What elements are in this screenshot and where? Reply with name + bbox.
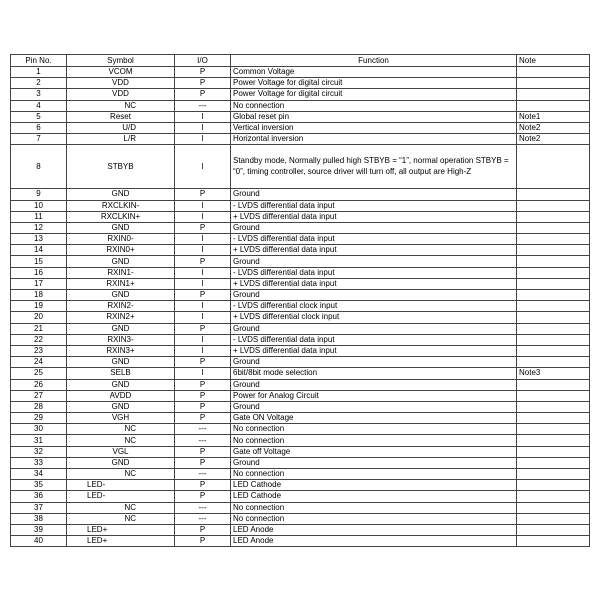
symbol-cell: GND xyxy=(67,357,175,368)
table-row xyxy=(11,424,590,435)
table-row xyxy=(11,89,590,100)
symbol-cell: VDD xyxy=(67,78,175,89)
io-cell: --- xyxy=(175,424,231,435)
note-cell xyxy=(517,357,590,368)
pin-number-cell: 28 xyxy=(11,401,67,412)
pin-number-cell: 22 xyxy=(11,334,67,345)
function-cell: LED Anode xyxy=(231,536,517,547)
io-cell: P xyxy=(175,457,231,468)
symbol-cell: SELB xyxy=(67,368,175,379)
function-cell: + LVDS differential data input xyxy=(231,245,517,256)
note-cell xyxy=(517,200,590,211)
io-cell: P xyxy=(175,480,231,491)
function-cell: - LVDS differential data input xyxy=(231,334,517,345)
table-row xyxy=(11,491,590,502)
table-row xyxy=(11,513,590,524)
table-row xyxy=(11,390,590,401)
pin-number-cell: 38 xyxy=(11,513,67,524)
pin-number-cell: 13 xyxy=(11,234,67,245)
io-cell: I xyxy=(175,111,231,122)
note-cell xyxy=(517,67,590,78)
io-cell: I xyxy=(175,301,231,312)
note-cell xyxy=(517,390,590,401)
symbol-cell: VGH xyxy=(67,413,175,424)
pin-number-cell: 20 xyxy=(11,312,67,323)
function-cell: Common Voltage xyxy=(231,67,517,78)
io-cell: --- xyxy=(175,435,231,446)
table-row xyxy=(11,524,590,535)
io-cell: I xyxy=(175,278,231,289)
table-row xyxy=(11,301,590,312)
function-cell: + LVDS differential clock input xyxy=(231,312,517,323)
symbol-cell: VGL xyxy=(67,446,175,457)
table-row xyxy=(11,234,590,245)
function-cell: Gate ON Voltage xyxy=(231,413,517,424)
pin-number-cell: 15 xyxy=(11,256,67,267)
function-cell: - LVDS differential data input xyxy=(231,234,517,245)
io-cell: I xyxy=(175,145,231,189)
note-cell xyxy=(517,435,590,446)
symbol-cell: RXCLKIN+ xyxy=(67,211,175,222)
io-cell: P xyxy=(175,379,231,390)
pin-number-cell: 29 xyxy=(11,413,67,424)
io-cell: --- xyxy=(175,513,231,524)
pin-number-cell: 16 xyxy=(11,267,67,278)
table-row xyxy=(11,222,590,233)
symbol-cell: NC xyxy=(67,513,175,524)
symbol-cell: RXIN1- xyxy=(67,267,175,278)
symbol-cell: LED- xyxy=(67,480,175,491)
function-cell: Standby mode, Normally pulled high STBYB = “1”, normal operation STBYB = “0”, timing controller, source driver will turn off, all output are High-Z xyxy=(231,145,517,189)
io-cell: I xyxy=(175,245,231,256)
pin-number-cell: 30 xyxy=(11,424,67,435)
io-cell: I xyxy=(175,312,231,323)
function-cell: No connection xyxy=(231,469,517,480)
note-cell xyxy=(517,100,590,111)
table-row xyxy=(11,536,590,547)
note-cell: Note2 xyxy=(517,134,590,145)
io-cell: P xyxy=(175,536,231,547)
io-cell: I xyxy=(175,345,231,356)
header-symbol: Symbol xyxy=(67,55,175,67)
pin-number-cell: 40 xyxy=(11,536,67,547)
function-cell: Power for Analog Circuit xyxy=(231,390,517,401)
pin-number-cell: 21 xyxy=(11,323,67,334)
table-row xyxy=(11,78,590,89)
pin-number-cell: 25 xyxy=(11,368,67,379)
pin-number-cell: 10 xyxy=(11,200,67,211)
symbol-cell: NC xyxy=(67,100,175,111)
io-cell: P xyxy=(175,67,231,78)
symbol-cell: RXIN2+ xyxy=(67,312,175,323)
table-row xyxy=(11,469,590,480)
symbol-cell: NC xyxy=(67,469,175,480)
pin-number-cell: 36 xyxy=(11,491,67,502)
function-cell: LED Cathode xyxy=(231,491,517,502)
symbol-cell: RXIN2- xyxy=(67,301,175,312)
header-pin-no: Pin No. xyxy=(11,55,67,67)
note-cell xyxy=(517,267,590,278)
symbol-cell: NC xyxy=(67,435,175,446)
function-cell: - LVDS differential clock input xyxy=(231,301,517,312)
symbol-cell: RXIN0- xyxy=(67,234,175,245)
function-cell: Ground xyxy=(231,290,517,301)
function-cell: Power Voltage for digital circuit xyxy=(231,89,517,100)
symbol-cell: LED+ xyxy=(67,536,175,547)
note-cell xyxy=(517,245,590,256)
symbol-cell: Reset xyxy=(67,111,175,122)
io-cell: P xyxy=(175,290,231,301)
function-cell: No connection xyxy=(231,424,517,435)
pin-number-cell: 37 xyxy=(11,502,67,513)
header-note: Note xyxy=(517,55,590,67)
note-cell: Note2 xyxy=(517,122,590,133)
function-cell: Horizontal inversion xyxy=(231,134,517,145)
io-cell: P xyxy=(175,256,231,267)
io-cell: I xyxy=(175,122,231,133)
symbol-cell: GND xyxy=(67,457,175,468)
pin-number-cell: 2 xyxy=(11,78,67,89)
io-cell: P xyxy=(175,323,231,334)
function-cell: No connection xyxy=(231,513,517,524)
function-cell: Ground xyxy=(231,323,517,334)
function-cell: 6bit/8bit mode selection xyxy=(231,368,517,379)
note-cell xyxy=(517,89,590,100)
symbol-cell: VCOM xyxy=(67,67,175,78)
function-cell: Gate off Voltage xyxy=(231,446,517,457)
function-cell: No connection xyxy=(231,502,517,513)
table-row xyxy=(11,290,590,301)
note-cell xyxy=(517,457,590,468)
io-cell: P xyxy=(175,390,231,401)
table-row xyxy=(11,357,590,368)
note-cell xyxy=(517,502,590,513)
pin-number-cell: 11 xyxy=(11,211,67,222)
table-row xyxy=(11,457,590,468)
function-cell: + LVDS differential data input xyxy=(231,345,517,356)
symbol-cell: LED+ xyxy=(67,524,175,535)
io-cell: I xyxy=(175,368,231,379)
table-row xyxy=(11,245,590,256)
function-cell: Vertical inversion xyxy=(231,122,517,133)
pin-number-cell: 32 xyxy=(11,446,67,457)
io-cell: I xyxy=(175,211,231,222)
header-io: I/O xyxy=(175,55,231,67)
io-cell: P xyxy=(175,446,231,457)
table-row xyxy=(11,200,590,211)
pin-number-cell: 3 xyxy=(11,89,67,100)
pin-number-cell: 39 xyxy=(11,524,67,535)
pin-number-cell: 17 xyxy=(11,278,67,289)
symbol-cell: GND xyxy=(67,290,175,301)
pin-number-cell: 4 xyxy=(11,100,67,111)
note-cell xyxy=(517,323,590,334)
pin-number-cell: 1 xyxy=(11,67,67,78)
note-cell xyxy=(517,211,590,222)
symbol-cell: RXIN0+ xyxy=(67,245,175,256)
pin-number-cell: 5 xyxy=(11,111,67,122)
table-row xyxy=(11,267,590,278)
function-cell: + LVDS differential data input xyxy=(231,278,517,289)
table-row xyxy=(11,256,590,267)
function-cell: + LVDS differential data input xyxy=(231,211,517,222)
pin-number-cell: 35 xyxy=(11,480,67,491)
function-cell: Ground xyxy=(231,401,517,412)
pin-number-cell: 9 xyxy=(11,189,67,200)
pin-assignment-table xyxy=(10,54,590,547)
io-cell: --- xyxy=(175,100,231,111)
pin-number-cell: 19 xyxy=(11,301,67,312)
symbol-cell: VDD xyxy=(67,89,175,100)
io-cell: --- xyxy=(175,469,231,480)
note-cell xyxy=(517,379,590,390)
note-cell xyxy=(517,301,590,312)
note-cell xyxy=(517,256,590,267)
header-function: Function xyxy=(231,55,517,67)
table-row xyxy=(11,480,590,491)
io-cell: I xyxy=(175,134,231,145)
pin-number-cell: 24 xyxy=(11,357,67,368)
note-cell xyxy=(517,491,590,502)
io-cell: P xyxy=(175,222,231,233)
table-row xyxy=(11,189,590,200)
function-cell: Ground xyxy=(231,357,517,368)
io-cell: P xyxy=(175,524,231,535)
table-row xyxy=(11,134,590,145)
io-cell: P xyxy=(175,89,231,100)
function-cell: - LVDS differential data input xyxy=(231,200,517,211)
note-cell xyxy=(517,469,590,480)
symbol-cell: STBYB xyxy=(67,145,175,189)
symbol-cell: GND xyxy=(67,323,175,334)
function-cell: Ground xyxy=(231,256,517,267)
table-row xyxy=(11,334,590,345)
table-row xyxy=(11,122,590,133)
table-body xyxy=(11,67,590,547)
function-cell: No connection xyxy=(231,435,517,446)
table-row xyxy=(11,100,590,111)
symbol-cell: GND xyxy=(67,189,175,200)
function-cell: Ground xyxy=(231,189,517,200)
table-row xyxy=(11,312,590,323)
pin-number-cell: 31 xyxy=(11,435,67,446)
symbol-cell: GND xyxy=(67,222,175,233)
io-cell: P xyxy=(175,413,231,424)
table-row xyxy=(11,323,590,334)
table-header-row xyxy=(11,55,590,67)
pin-number-cell: 12 xyxy=(11,222,67,233)
io-cell: P xyxy=(175,357,231,368)
function-cell: LED Anode xyxy=(231,524,517,535)
note-cell xyxy=(517,278,590,289)
io-cell: I xyxy=(175,334,231,345)
note-cell xyxy=(517,145,590,189)
table-row xyxy=(11,278,590,289)
symbol-cell: RXCLKIN- xyxy=(67,200,175,211)
pin-number-cell: 34 xyxy=(11,469,67,480)
pin-number-cell: 27 xyxy=(11,390,67,401)
note-cell xyxy=(517,524,590,535)
function-cell: - LVDS differential data input xyxy=(231,267,517,278)
note-cell xyxy=(517,312,590,323)
symbol-cell: GND xyxy=(67,401,175,412)
pin-number-cell: 18 xyxy=(11,290,67,301)
note-cell xyxy=(517,222,590,233)
note-cell xyxy=(517,290,590,301)
pin-number-cell: 8 xyxy=(11,145,67,189)
table-row xyxy=(11,435,590,446)
io-cell: P xyxy=(175,491,231,502)
io-cell: I xyxy=(175,267,231,278)
note-cell xyxy=(517,413,590,424)
note-cell xyxy=(517,424,590,435)
table-row xyxy=(11,345,590,356)
symbol-cell: LED- xyxy=(67,491,175,502)
table-row xyxy=(11,502,590,513)
pin-number-cell: 7 xyxy=(11,134,67,145)
symbol-cell: RXIN3+ xyxy=(67,345,175,356)
function-cell: Ground xyxy=(231,457,517,468)
note-cell xyxy=(517,78,590,89)
note-cell: Note3 xyxy=(517,368,590,379)
table-row xyxy=(11,368,590,379)
pin-number-cell: 23 xyxy=(11,345,67,356)
table-row xyxy=(11,211,590,222)
note-cell xyxy=(517,345,590,356)
note-cell xyxy=(517,446,590,457)
function-cell: LED Cathode xyxy=(231,480,517,491)
symbol-cell: GND xyxy=(67,256,175,267)
symbol-cell: NC xyxy=(67,424,175,435)
pin-number-cell: 33 xyxy=(11,457,67,468)
symbol-cell: NC xyxy=(67,502,175,513)
io-cell: I xyxy=(175,234,231,245)
table-row xyxy=(11,446,590,457)
symbol-cell: L/R xyxy=(67,134,175,145)
io-cell: P xyxy=(175,189,231,200)
function-cell: Ground xyxy=(231,222,517,233)
table-row xyxy=(11,413,590,424)
note-cell xyxy=(517,334,590,345)
symbol-cell: GND xyxy=(67,379,175,390)
note-cell xyxy=(517,234,590,245)
function-cell: Ground xyxy=(231,379,517,390)
table-row xyxy=(11,379,590,390)
note-cell xyxy=(517,513,590,524)
note-cell xyxy=(517,480,590,491)
table-row xyxy=(11,401,590,412)
note-cell xyxy=(517,536,590,547)
io-cell: --- xyxy=(175,502,231,513)
table-row xyxy=(11,67,590,78)
symbol-cell: RXIN3- xyxy=(67,334,175,345)
symbol-cell: AVDD xyxy=(67,390,175,401)
io-cell: P xyxy=(175,401,231,412)
io-cell: P xyxy=(175,78,231,89)
note-cell xyxy=(517,401,590,412)
symbol-cell: U/D xyxy=(67,122,175,133)
table-row xyxy=(11,145,590,189)
pin-number-cell: 26 xyxy=(11,379,67,390)
function-cell: No connection xyxy=(231,100,517,111)
io-cell: I xyxy=(175,200,231,211)
pin-number-cell: 6 xyxy=(11,122,67,133)
table-row xyxy=(11,111,590,122)
function-cell: Global reset pin xyxy=(231,111,517,122)
symbol-cell: RXIN1+ xyxy=(67,278,175,289)
function-cell: Power Voltage for digital circuit xyxy=(231,78,517,89)
note-cell xyxy=(517,189,590,200)
pin-number-cell: 14 xyxy=(11,245,67,256)
note-cell: Note1 xyxy=(517,111,590,122)
